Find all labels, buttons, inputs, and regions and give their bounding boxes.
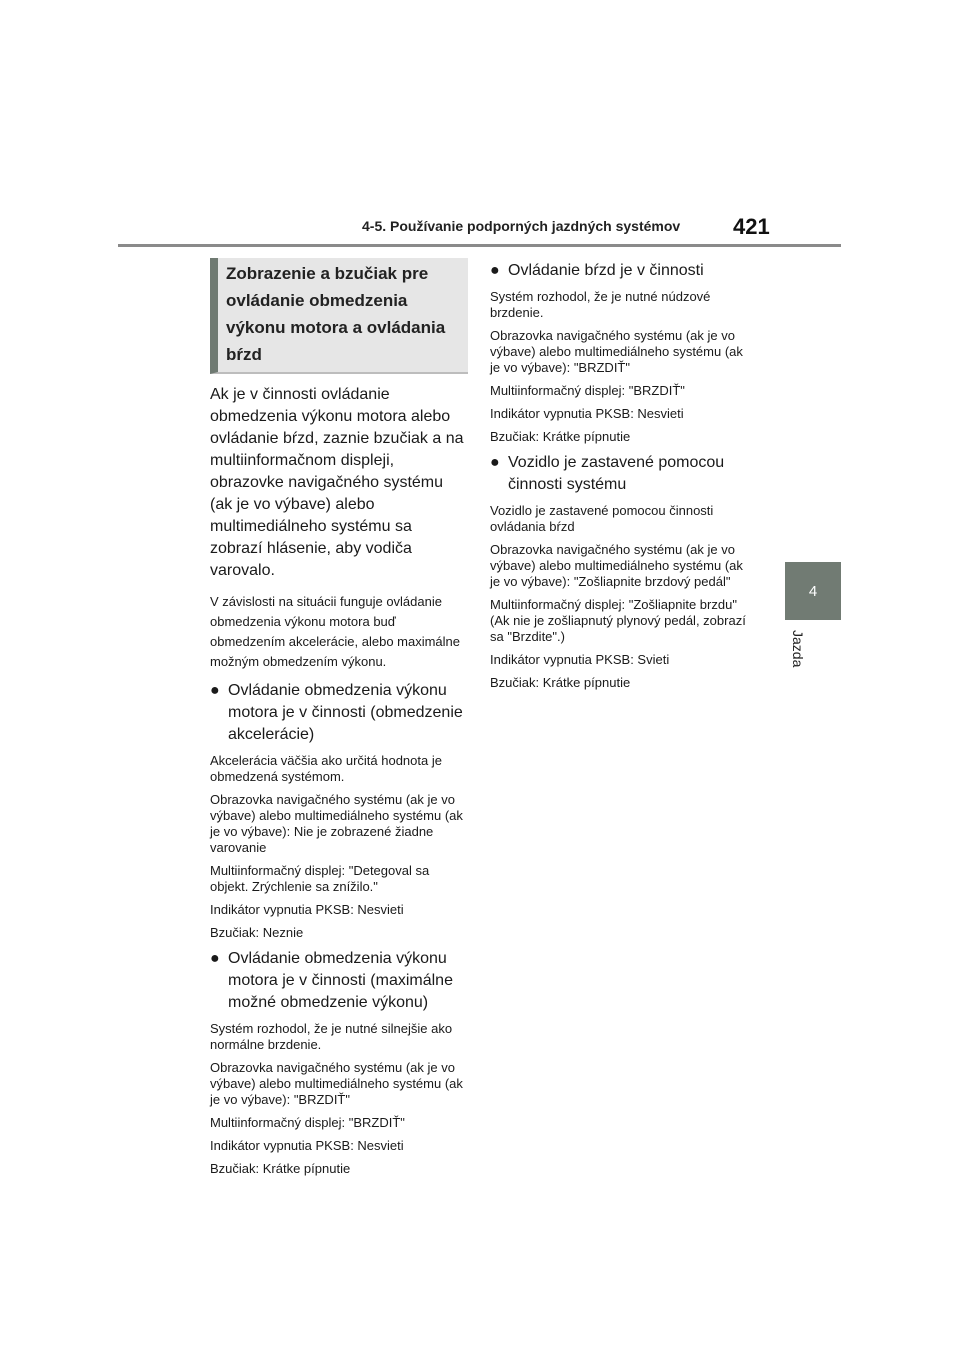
- list-item: Obrazovka navigačného systému (ak je vo výbave) alebo multimediálneho systému (ak je vo výbave): "BRZDIŤ": [490, 328, 743, 375]
- list-item: Multiinformačný displej: "BRZDIŤ": [490, 383, 685, 398]
- bullet-title: Vozidlo je zastavené pomocou činnosti systému: [508, 454, 725, 493]
- bullet-dot-icon: ●: [490, 454, 500, 471]
- bullet-title: Ovládanie obmedzenia výkonu motora je v činnosti (maximálne možné obmedzenie výkonu): [228, 950, 453, 1011]
- note-paragraph: V závislosti na situácii funguje ovládanie obmedzenia výkonu motora buď obmedzením akcelerácie, alebo maximálne možným obmedzením výkonu.: [210, 594, 461, 669]
- list-item: Indikátor vypnutia PKSB: Nesvieti: [210, 902, 404, 917]
- list-item: Multiinformačný displej: "BRZDIŤ": [210, 1115, 405, 1130]
- bullet-heading: [490, 452, 750, 496]
- bullet-heading: [490, 260, 750, 282]
- list-item: Akcelerácia väčšia ako určitá hodnota je obmedzená systémom.: [210, 753, 442, 784]
- chapter-label: Jazda: [790, 630, 806, 668]
- bullet-heading: [210, 948, 468, 1014]
- bullet-dot-icon: ●: [210, 950, 220, 967]
- page-number: 421: [733, 214, 770, 239]
- list-item: Obrazovka navigačného systému (ak je vo výbave) alebo multimediálneho systému (ak je vo výbave): "BRZDIŤ": [210, 1060, 463, 1107]
- list-item: Bzučiak: Krátke pípnutie: [210, 1161, 351, 1176]
- list-item: Obrazovka navigačného systému (ak je vo výbave) alebo multimediálneho systému (ak je vo výbave): Nie je zobrazené žiadne varovanie: [210, 792, 463, 855]
- chapter-number: 4: [808, 582, 818, 600]
- list-item: Indikátor vypnutia PKSB: Nesvieti: [210, 1138, 404, 1153]
- bullet-title: Ovládanie obmedzenia výkonu motora je v činnosti (obmedzenie akcelerácie): [228, 682, 463, 743]
- chapter-tab: [785, 562, 841, 620]
- list-item: Obrazovka navigačného systému (ak je vo výbave) alebo multimediálneho systému (ak je vo výbave): "Zošliapnite brzdový pedál": [490, 542, 743, 589]
- list-item: Indikátor vypnutia PKSB: Svieti: [490, 652, 670, 667]
- section-heading: Zobrazenie a bzučiak pre ovládanie obmedzenia výkonu motora a ovládania bŕzd: [210, 258, 468, 374]
- bullet-dot-icon: ●: [490, 262, 500, 279]
- list-item: Systém rozhodol, že je nutné silnejšie ako normálne brzdenie.: [210, 1021, 453, 1052]
- intro-paragraph: Ak je v činnosti ovládanie obmedzenia výkonu motora alebo ovládanie bŕzd, zaznie bzučiak a na multiinformačnom displeji, obrazovke navigačného systému (ak je vo výbave) alebo multimediálneho systému sa zobrazí hlásenie, aby vodiča varovalo.: [210, 386, 464, 579]
- list-item: Systém rozhodol, že je nutné núdzové brzdenie.: [490, 289, 711, 320]
- header-title: 4-5. Používanie podporných jazdných systémov: [362, 218, 681, 234]
- list-item: Bzučiak: Krátke pípnutie: [490, 429, 631, 444]
- header-rule: [118, 244, 841, 247]
- bullet-heading: [210, 680, 468, 746]
- bullet-dot-icon: ●: [210, 682, 220, 699]
- list-item: Bzučiak: Neznie: [210, 925, 304, 940]
- list-item: Multiinformačný displej: "Zošliapnite brzdu" (Ak nie je zošliapnutý plynový pedál, zobrazí sa "Brzdite".): [490, 597, 746, 644]
- list-item: Indikátor vypnutia PKSB: Nesvieti: [490, 406, 684, 421]
- list-item: Multiinformačný displej: "Detegoval sa objekt. Zrýchlenie sa znížilo.": [210, 863, 430, 894]
- right-column: [490, 258, 750, 698]
- list-item: Bzučiak: Krátke pípnutie: [490, 675, 631, 690]
- left-column: [210, 258, 468, 1184]
- list-item: Vozidlo je zastavené pomocou činnosti ovládania bŕzd: [490, 503, 714, 534]
- bullet-title: Ovládanie bŕzd je v činnosti: [508, 262, 704, 279]
